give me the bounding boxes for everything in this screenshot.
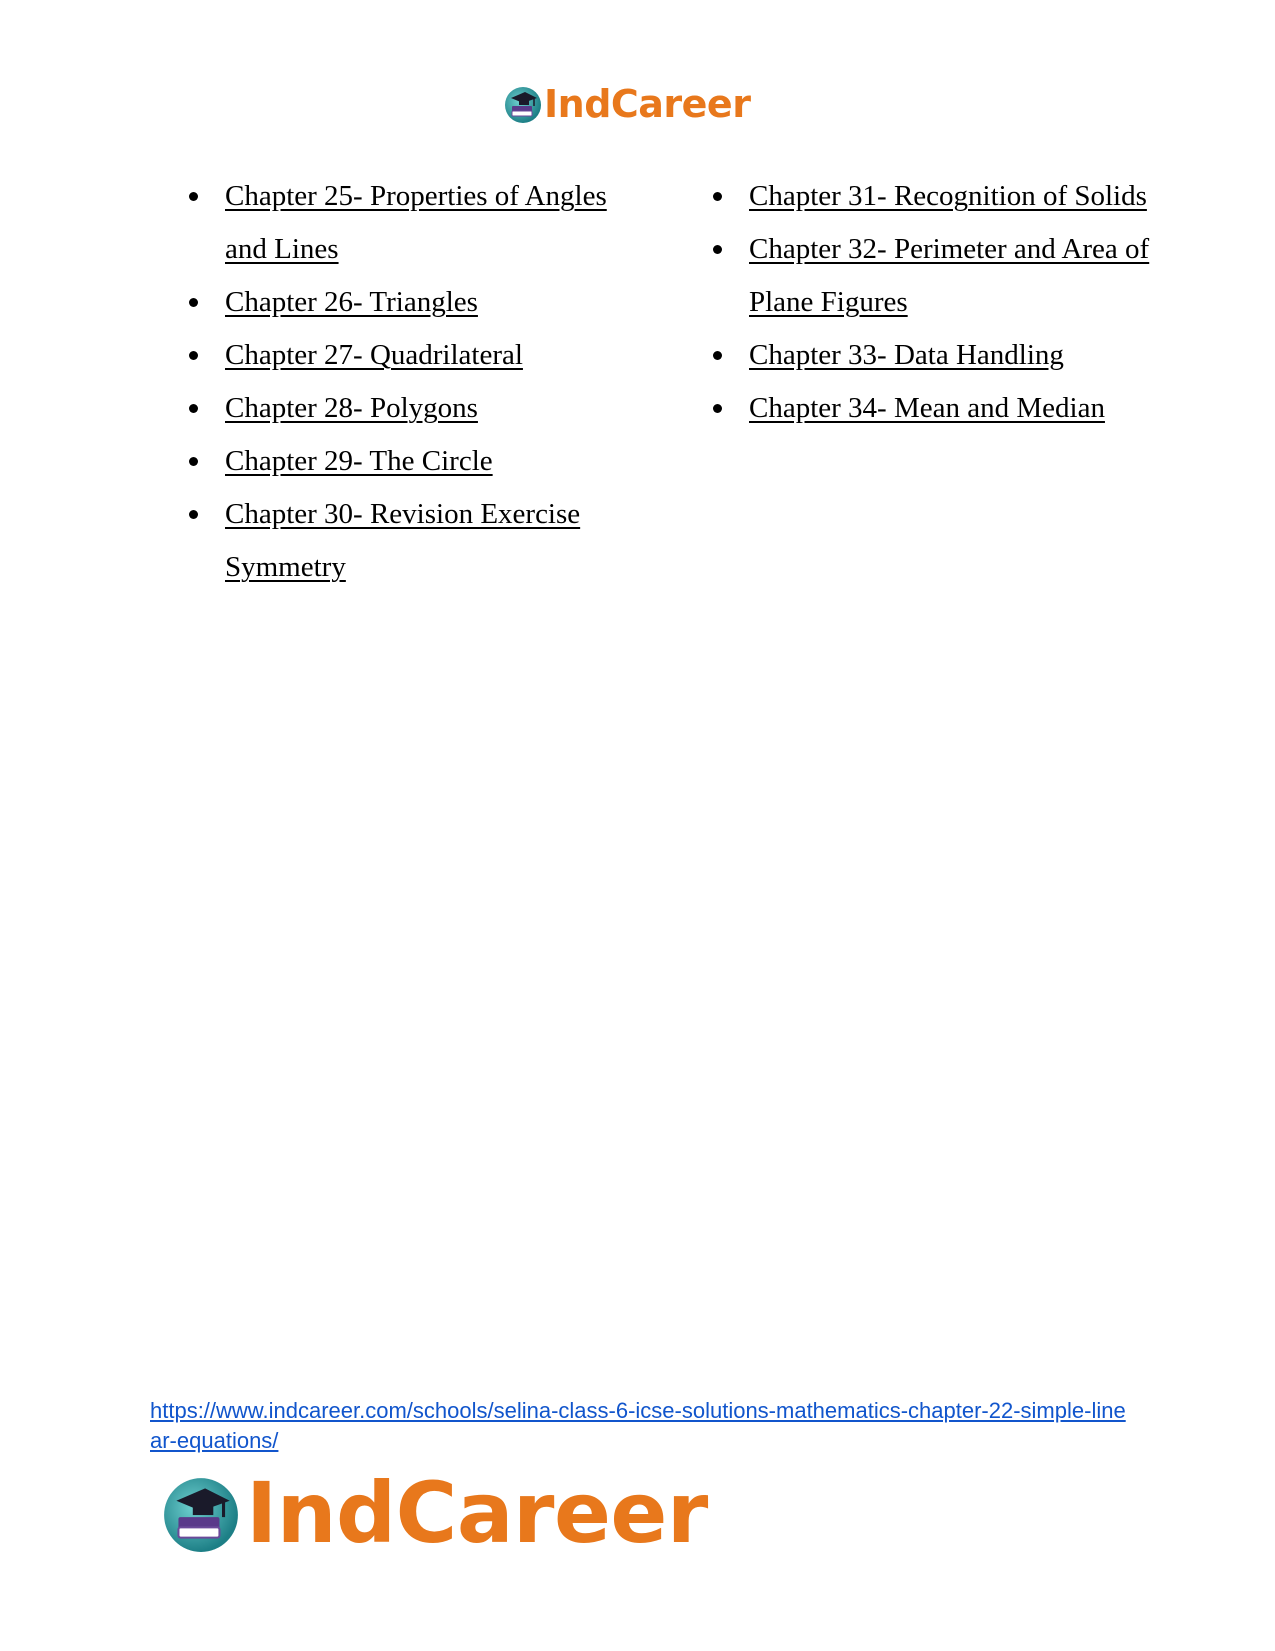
chapter-30-link[interactable]: Chapter 30- Revision Exercise Symmetry — [225, 498, 581, 583]
chapter-25-link[interactable]: Chapter 25- Properties of Angles and Lines — [225, 180, 607, 265]
chapter-list-right — [713, 170, 1153, 435]
list-item — [189, 329, 629, 382]
header-logo-text: IndCareer — [544, 82, 751, 126]
bullet-icon — [713, 404, 722, 413]
chapter-32-link[interactable]: Chapter 32- Perimeter and Area of Plane Figures — [749, 233, 1150, 318]
chapter-29-link[interactable]: Chapter 29- The Circle — [225, 445, 493, 477]
list-item — [189, 435, 629, 488]
list-item — [713, 170, 1153, 223]
list-item — [713, 382, 1153, 435]
chapter-26-link[interactable]: Chapter 26- Triangles — [225, 286, 478, 318]
bullet-icon — [713, 351, 722, 360]
chapter-27-link[interactable]: Chapter 27- Quadrilateral — [225, 339, 523, 371]
list-item — [189, 170, 629, 276]
list-item — [189, 382, 629, 435]
list-item — [189, 488, 629, 594]
graduation-books-icon — [503, 84, 543, 124]
graduation-books-icon — [160, 1472, 242, 1554]
footer-logo-text: IndCareer — [246, 1464, 708, 1562]
footer-url-link[interactable]: https://www.indcareer.com/schools/selina-class-6-icse-solutions-mathematics-chapter-22-simple-linear-equations/ — [150, 1398, 1126, 1453]
bullet-icon — [189, 298, 198, 307]
bullet-icon — [189, 457, 198, 466]
list-item — [713, 223, 1153, 329]
bullet-icon — [189, 510, 198, 519]
footer-logo — [160, 1464, 708, 1562]
list-item — [713, 329, 1153, 382]
chapter-31-link[interactable]: Chapter 31- Recognition of Solids — [749, 180, 1147, 212]
bullet-icon — [189, 192, 198, 201]
header-logo — [503, 80, 750, 128]
bullet-icon — [189, 351, 198, 360]
chapter-33-link[interactable]: Chapter 33- Data Handling — [749, 339, 1064, 371]
chapter-28-link[interactable]: Chapter 28- Polygons — [225, 392, 478, 424]
list-item — [189, 276, 629, 329]
bullet-icon — [713, 192, 722, 201]
bullet-icon — [189, 404, 198, 413]
chapter-34-link[interactable]: Chapter 34- Mean and Median — [749, 392, 1105, 424]
chapter-list-left — [189, 170, 629, 594]
bullet-icon — [713, 245, 722, 254]
